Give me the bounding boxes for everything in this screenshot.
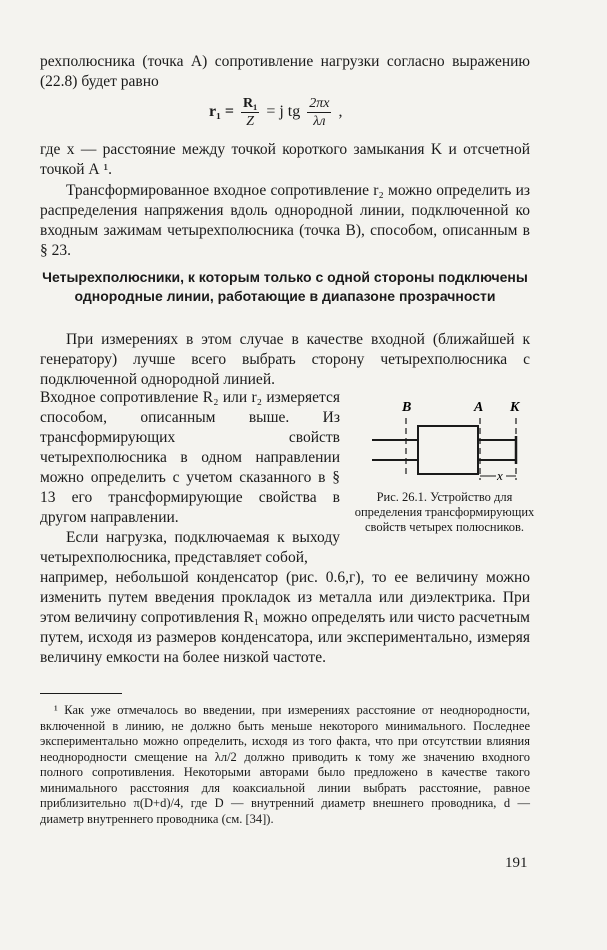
fraction-denominator: λл <box>313 114 326 129</box>
figure-caption: Рис. 26.1. Устройство для определения трансформирующих свойств четырех полюсников. <box>354 490 535 534</box>
fraction-r1-z <box>241 95 259 130</box>
fraction-denominator: Z <box>246 114 255 129</box>
fraction-numerator: R₁ <box>243 96 258 111</box>
figure-label-b: B <box>402 400 412 415</box>
paragraph-6a: Если нагрузка, подключаемая к выходу четырехполюсника, представляет собой, <box>40 529 340 566</box>
footnote: ¹ Как уже отмечалось во введении, при измерениях расстояние от неоднородности, включенной в линию, не должно быть меньше некоторого минимального. Последнее экспериментально можно определить, исходя из того факта, что при отсутствии влияния неоднородности смещение на λл/2 должно приводить к тому же значению входного полного сопротивления. Некоторыми авторами было предложено в качестве такого минимального расстояния для коаксиальной линии выбрать расстояние, равное приблизительно π(D+d)/4, где D — внутренний диаметр внешнего проводника, d — диаметр внутреннего проводника (см. [34]). <box>40 703 530 826</box>
figure-label-k: K <box>510 400 520 415</box>
paragraph-5: Входное сопротивление R₂ или r₂ измеряется способом, описанным выше. Из трансформирующих свойств четырехполюсника в одном направлении можно определить с учетом сказанного в § 13 его трансформирующие свойства в другом направлении. <box>40 389 340 526</box>
paragraph-4: При измерениях в этом случае в качестве входной (ближайшей к генератору) лучше всего выбрать сторону четырехполюсника с подключенной однородной линией. <box>40 331 530 388</box>
fraction-numerator: 2πx <box>309 96 330 111</box>
footnote-divider <box>40 693 122 694</box>
section-heading: Четырехполюсники, к которым только с одной стороны подключены однородные линии, работающие в диапазоне прозрачности <box>42 269 528 304</box>
paragraph-3: Трансформированное входное сопротивление r₂ можно определить из распределения напряжения вдоль однородной линии, подключенной ко входным зажимам четырехполюсника (точка B), способом, описанным в § 23. <box>40 182 530 259</box>
paragraph-6b: например, небольшой конденсатор (рис. 0.6,г), то ее величину можно изменить путем введения прокладок из металла или диэлектрика. При этом величину сопротивления R₁ можно определять или чисто расчетным путем, исходя из размеров конденсатора, или экспериментально, измеряя величину емкости на более низкой частоте. <box>40 569 530 666</box>
formula-tail: , <box>338 103 343 121</box>
quadripole-box <box>418 426 478 474</box>
figure-label-a: A <box>474 400 484 415</box>
figure-label-x: x <box>497 468 503 481</box>
formula-middle: = j tg <box>266 103 301 121</box>
page-number: 191 <box>505 855 528 871</box>
figure-26-1 <box>360 396 525 481</box>
paragraph-2: где x — расстояние между точкой короткого замыкания K и отсчетной точкой А ¹. <box>40 141 530 178</box>
formula <box>209 95 342 130</box>
fraction-2pix-lambda <box>307 95 331 130</box>
paragraph-1: рехполюсника (точка А) сопротивление нагрузки согласно выражению (22.8) будет равно <box>40 53 530 90</box>
formula-lhs: r₁ = <box>209 103 235 121</box>
